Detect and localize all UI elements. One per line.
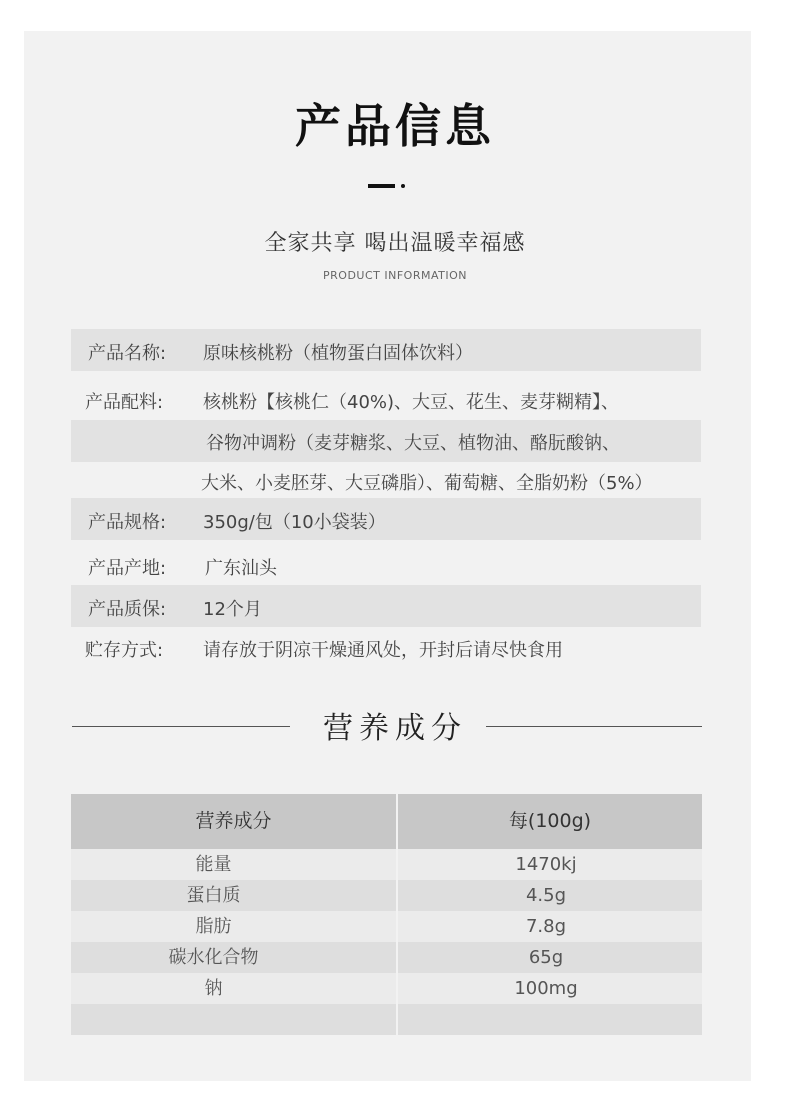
nutrient-value: 1470kj <box>515 854 577 875</box>
info-label: 产品名称: <box>88 343 167 364</box>
nutrient-value: 100mg <box>514 978 578 999</box>
nutrient-name: 碳水化合物 <box>168 947 259 968</box>
nutrient-value: 65g <box>528 947 564 968</box>
info-row-name <box>71 329 701 371</box>
divider-line-right <box>486 726 702 727</box>
info-value: 请存放于阴凉干燥通风处，开封后请尽快食用 <box>203 640 563 661</box>
nutrient-value <box>398 1004 694 1035</box>
info-value-line: 大米、小麦胚芽、大豆磷脂）、葡萄糖、全脂奶粉（5%） <box>201 473 653 494</box>
table-row <box>71 973 702 1004</box>
title-underline <box>368 184 395 188</box>
nutrition-table <box>71 794 702 1035</box>
info-value-line: 核桃粉【核桃仁（40%)、大豆、花生、麦芽糊精】、 <box>203 392 620 413</box>
info-value: 广东汕头 <box>205 558 277 579</box>
info-label: 产品产地: <box>88 558 167 579</box>
info-value: 12个月 <box>203 599 262 620</box>
header-cell: 每(100g) <box>508 810 592 832</box>
info-row-origin <box>71 544 701 586</box>
table-row <box>71 942 702 973</box>
nutrient-name: 蛋白质 <box>186 885 241 906</box>
info-row-storage <box>71 626 701 668</box>
table-row <box>71 880 702 911</box>
nutrient-name: 能量 <box>195 854 232 875</box>
info-label: 产品配料: <box>85 392 164 413</box>
table-row <box>71 849 702 880</box>
info-value-line: 谷物冲调粉（麦芽糖浆、大豆、植物油、酪朊酸钠、 <box>206 433 620 454</box>
table-header <box>71 794 702 849</box>
page-title: 产品信息 <box>295 99 495 153</box>
nutrient-value: 7.8g <box>525 916 567 937</box>
section-title: 营养成分 <box>323 711 467 746</box>
table-row <box>71 1004 702 1035</box>
header-cell: 营养成分 <box>195 810 272 832</box>
table-row <box>71 911 702 942</box>
subtitle: PRODUCT INFORMATION <box>323 269 467 282</box>
nutrient-name: 钠 <box>204 978 223 999</box>
info-value: 350g/包（10小袋装） <box>203 512 386 533</box>
info-row-spec <box>71 498 701 540</box>
info-label: 产品规格: <box>88 512 167 533</box>
nutrient-value: 4.5g <box>525 885 567 906</box>
nutrient-name: 脂肪 <box>195 916 232 937</box>
nutrient-name <box>71 1004 356 1035</box>
title-dot <box>401 184 405 188</box>
info-label: 贮存方式: <box>85 640 164 661</box>
info-label: 产品质保: <box>88 599 167 620</box>
info-value: 原味核桃粉（植物蛋白固体饮料） <box>203 343 473 364</box>
slogan: 全家共享 喝出温暖幸福感 <box>264 231 526 256</box>
info-row-shelf-life <box>71 585 701 627</box>
